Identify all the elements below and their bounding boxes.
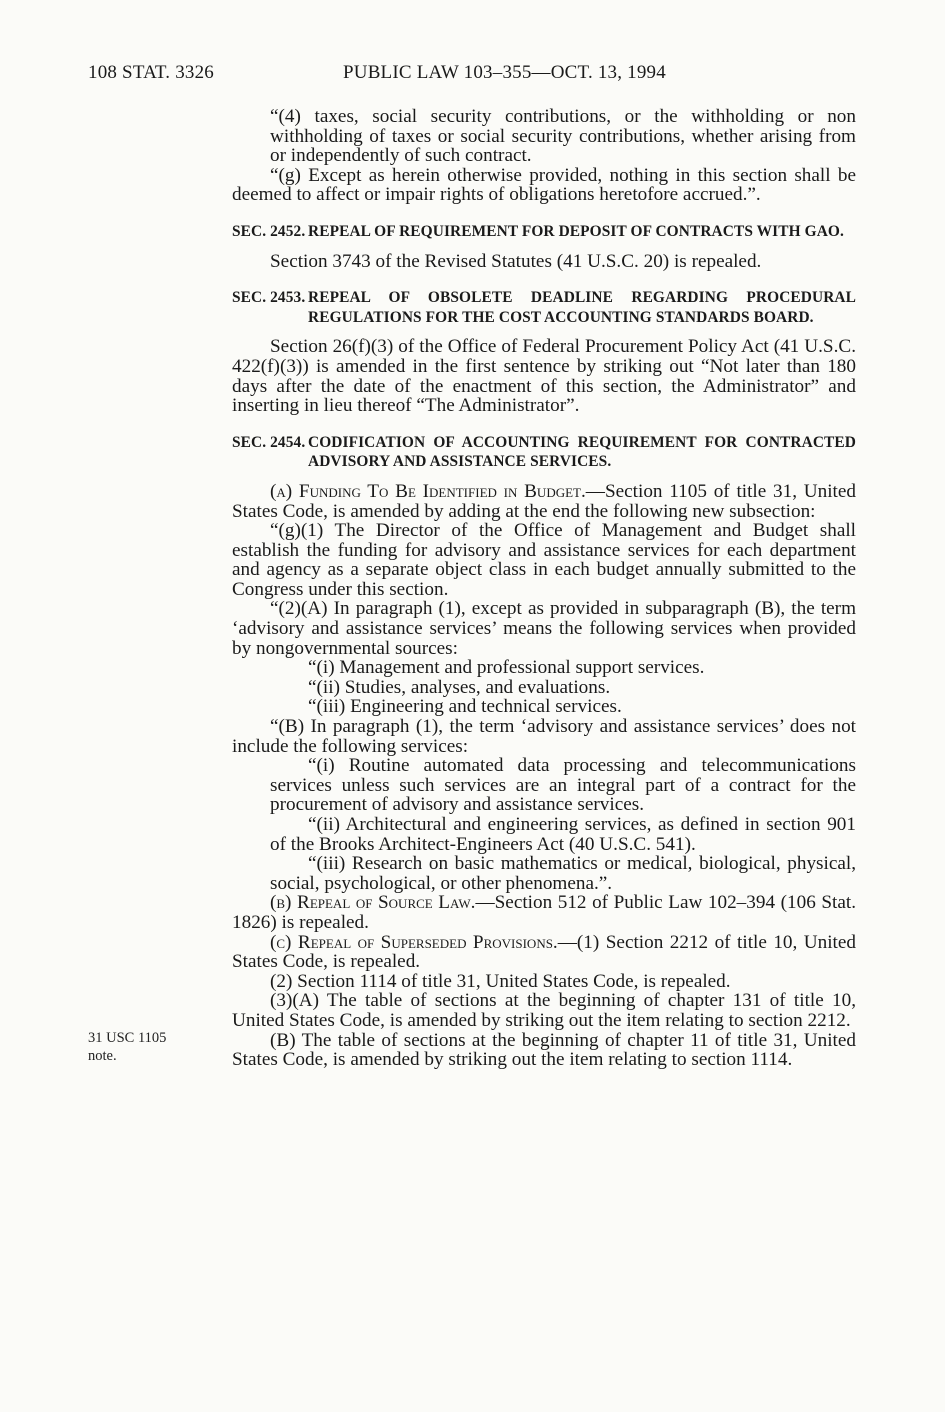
- subsection-a: [232, 482, 856, 521]
- clause-2b-iii: “(iii) Research on basic mathematics or medical, biological, physical, social, psychological, or other phenomena.”.: [270, 853, 856, 894]
- subsection-b: [232, 893, 856, 932]
- paragraph-g4: “(4) taxes, social security contributions, or the withholding or non withholding of taxes or social security contributions, whether arising from or independently of such contract.: [270, 106, 856, 167]
- section-2452-text: Section 3743 of the Revised Statutes (41 U.S.C. 20) is repealed.: [270, 250, 762, 272]
- paragraph-g2b: “(B) In paragraph (1), the term ‘advisory and assistance services’ does not include the following services:: [232, 716, 856, 757]
- subsection-a-heading: (a) Funding To Be Identified in Budget.: [270, 480, 586, 502]
- margin-note-label: note.: [88, 1048, 117, 1064]
- paragraph-g: “(g) Except as herein otherwise provided, nothing in this section shall be deemed to affect or impair rights of obligations heretofore accrued.”.: [232, 164, 856, 206]
- section-2453-heading: [232, 288, 856, 327]
- section-2452-title: REPEAL OF REQUIREMENT FOR DEPOSIT OF CONTRACTS WITH GAO.: [308, 222, 844, 240]
- subsection-c-2: (2) Section 1114 of title 31, United States Code, is repealed.: [270, 970, 731, 992]
- section-2454-heading: [232, 433, 856, 472]
- subsection-b-heading: (b) Repeal of Source Law.: [270, 892, 476, 914]
- section-2452-heading: [232, 222, 856, 242]
- subsection-c-3a: (3)(A) The table of sections at the beginning of chapter 131 of title 10, United States Code, is amended by striking out the item relating to section 2212.: [232, 990, 856, 1031]
- clause-2b-ii: “(ii) Architectural and engineering services, as defined in section 901 of the Brooks Architect-Engineers Act (40 U.S.C. 541).: [270, 814, 856, 855]
- subsection-a-text: —Section 1105 of title 31, United States Code, is amended by adding at the end the following new subsection:: [232, 480, 856, 522]
- section-2453-title: REPEAL OF OBSOLETE DEADLINE REGARDING PROCEDURAL REGULATIONS FOR THE COST ACCOUNTING STANDARDS BOARD.: [308, 289, 856, 326]
- subsection-c-3b: (B) The table of sections at the beginning of chapter 11 of title 31, United States Code, is amended by striking out the item relating to section 1114.: [232, 1029, 856, 1071]
- stat-page-number: 108 STAT. 3326: [88, 62, 215, 83]
- margin-note: [88, 1029, 166, 1065]
- subsection-b-text: —Section 512 of Public Law 102–394 (106 Stat. 1826) is repealed.: [232, 892, 857, 933]
- section-2454-number: SEC. 2454.: [232, 433, 306, 451]
- section-2454-title: CODIFICATION OF ACCOUNTING REQUIREMENT FOR CONTRACTED ADVISORY AND ASSISTANCE SERVICES.: [308, 433, 856, 471]
- subsection-c-heading: (c) Repeal of Superseded Provisions.: [270, 931, 558, 953]
- clause-2a-ii: “(ii) Studies, analyses, and evaluations.: [308, 676, 611, 698]
- margin-note-citation: 31 USC 1105: [88, 1030, 167, 1046]
- clause-2a-iii: “(iii) Engineering and technical services.: [308, 696, 622, 718]
- section-2453-text: Section 26(f)(3) of the Office of Federal Procurement Policy Act (41 U.S.C. 422(f)(3)) is amended in the first sentence by striking out “Not later than 180 days after the date of the enactment of this section, the Administrator” and inserting in lieu thereof “The Administrator”.: [232, 336, 856, 417]
- paragraph-g1: “(g)(1) The Director of the Office of Management and Budget shall establish the funding for advisory and assistance services for each department and agency as a separate object class in each budget annually submitted to the Congress under this section.: [232, 520, 856, 600]
- subsection-c: [232, 933, 856, 972]
- page-body: [232, 107, 856, 1070]
- public-law-title: PUBLIC LAW 103–355—OCT. 13, 1994: [343, 62, 666, 83]
- paragraph-g2a: “(2)(A) In paragraph (1), except as provided in subparagraph (B), the term ‘advisory and assistance services’ means the following services when provided by nongovernmental sources:: [232, 598, 856, 659]
- clause-2a-i: “(i) Management and professional support services.: [308, 657, 705, 679]
- clause-2b-i: “(i) Routine automated data processing and telecommunications services unless such services are an integral part of a contract for the procurement of advisory and assistance services.: [270, 755, 856, 816]
- section-2452-number: SEC. 2452.: [232, 222, 306, 240]
- subsection-c-text: —(1) Section 2212 of title 10, United States Code, is repealed.: [232, 931, 856, 973]
- section-2453-number: SEC. 2453.: [232, 289, 306, 307]
